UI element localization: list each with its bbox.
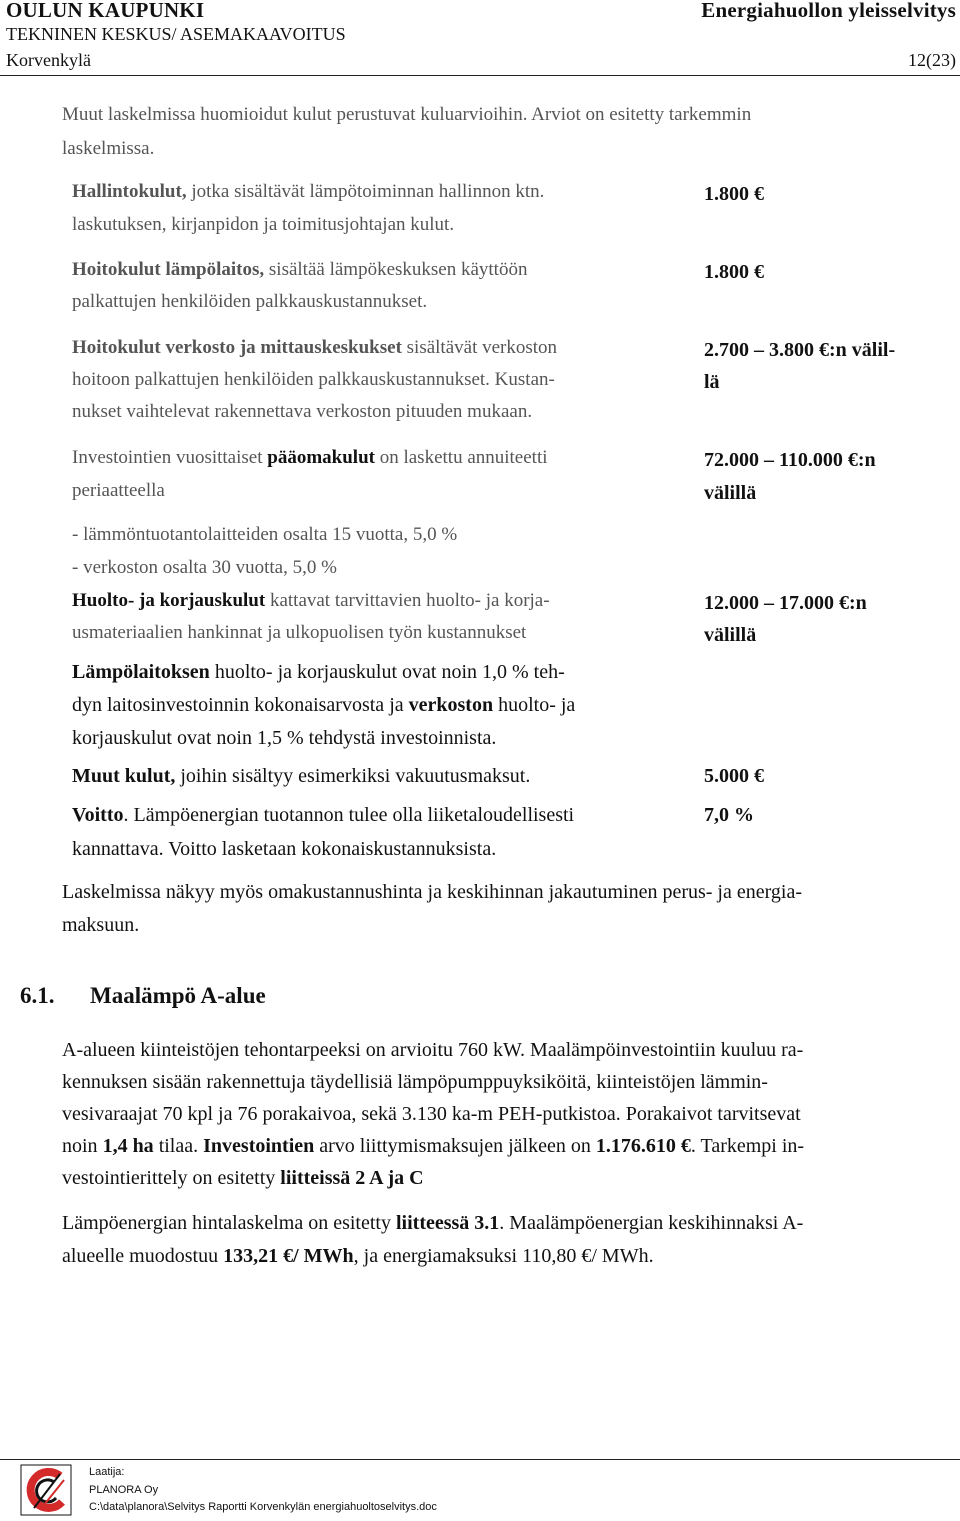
- footer-path: C:\data\planora\Selvitys Raportti Korvenkylän energiahuoltoselvitys.doc: [89, 1501, 437, 1513]
- hoitokulut-verkosto-amount-cont: lä: [704, 371, 720, 393]
- para1-text-4c: tilaa.: [153, 1135, 204, 1157]
- section-number: 6.1.: [20, 983, 55, 1008]
- hallintokulut-title: Hallintokulut,: [72, 181, 187, 202]
- huoltokulut-amount: 12.000 – 17.000 €:n: [704, 592, 867, 614]
- para2-line-1: [62, 1212, 803, 1234]
- intro-line-2: laskelmissa.: [62, 138, 155, 159]
- location: Korvenkylä: [6, 50, 91, 70]
- hoitokulut-verkosto-line-1: [72, 337, 557, 359]
- hallintokulut-line-2: laskutuksen, kirjanpidon ja toimitusjohtajan kulut.: [72, 214, 455, 235]
- para1-line-1: A-alueen kiinteistöjen tehontarpeeksi on arvioitu 760 kW. Maalämpöinvestointiin kuuluu ra-: [62, 1039, 804, 1061]
- paaomakulut-post: on laskettu annuiteetti: [374, 447, 548, 468]
- voitto-title: Voitto: [72, 804, 124, 826]
- huoltokulut-amount-cont: välillä: [704, 624, 757, 646]
- para1-line-3: vesivaraajat 70 kpl ja 76 porakaivoa, sekä 3.130 ka-m PEH-putkistoa. Porakaivot tarvitsevat: [62, 1103, 801, 1125]
- huoltokulut-line-1: [72, 590, 550, 612]
- avg-price-bold: 133,21 €/ MWh: [223, 1245, 354, 1267]
- para1-text-5a: vestointierittely on esitetty: [62, 1167, 281, 1189]
- para2-text-1c: . Maalämpöenergian keskihinnaksi A-: [499, 1212, 804, 1234]
- voitto-line-2: kannattava. Voitto lasketaan kokonaiskustannuksista.: [72, 838, 497, 860]
- voitto-amount: 7,0 %: [704, 804, 754, 826]
- muut-kulut-title: Muut kulut,: [72, 765, 176, 787]
- hoitokulut-verkosto-amount: 2.700 – 3.800 €:n välil-: [704, 339, 896, 361]
- paaomakulut-amount-cont: välillä: [704, 482, 757, 504]
- hoitokulut-lampolaitos-title: Hoitokulut lämpölaitos,: [72, 259, 265, 280]
- investointien-bold: Investointien: [203, 1135, 315, 1157]
- para1-text-4e: arvo liittymismaksujen jälkeen on: [314, 1135, 596, 1157]
- paaomakulut-item-1: - lämmöntuotantolaitteiden osalta 15 vuotta, 5,0 %: [72, 524, 458, 545]
- muut-kulut-line: [72, 765, 530, 787]
- hoitokulut-verkosto-title: Hoitokulut verkosto ja mittauskeskukset: [72, 337, 402, 358]
- verkoston-bold: verkoston: [408, 694, 494, 716]
- huoltokulut-title: Huolto- ja korjauskulut: [72, 590, 266, 611]
- para1-text-4g: . Tarkempi in-: [690, 1135, 805, 1157]
- muut-kulut-amount: 5.000 €: [704, 765, 764, 787]
- hallintokulut-text: jotka sisältävät lämpötoiminnan hallinnon ktn.: [186, 181, 545, 202]
- lampolaitoksen-text-2a: dyn laitosinvestoinnin kokonaisarvosta ja: [72, 694, 409, 716]
- voitto-text: . Lämpöenergian tuotannon tulee olla liiketaloudellisesti: [123, 804, 575, 826]
- lampolaitoksen-line-1: [72, 661, 565, 683]
- footer-rule: [0, 1459, 960, 1460]
- hallintokulut-amount: 1.800 €: [704, 183, 764, 205]
- para2-text-2a: alueelle muodostuu: [62, 1245, 224, 1267]
- intro-line-1: Muut laskelmissa huomioidut kulut perustuvat kuluarvioihin. Arviot on esitetty tarkemmin: [62, 104, 752, 125]
- lampolaitoksen-text-2c: huolto- ja: [493, 694, 576, 716]
- summary-line-2: maksuun.: [62, 914, 140, 936]
- lampolaitoksen-text: huolto- ja korjauskulut ovat noin 1,0 % teh-: [209, 661, 565, 683]
- area-bold: 1,4 ha: [102, 1135, 154, 1157]
- hallintokulut-line-1: [72, 181, 544, 203]
- para1-line-4: [62, 1135, 804, 1157]
- paaomakulut-line-1: [72, 447, 548, 469]
- paaomakulut-title: pääomakulut: [267, 447, 375, 468]
- summary-line-1: Laskelmissa näkyy myös omakustannushinta ja keskihinnan jakautuminen perus- ja energia-: [62, 881, 803, 903]
- lampolaitoksen-line-2: [72, 694, 575, 716]
- lampolaitoksen-title: Lämpölaitoksen: [72, 661, 210, 683]
- paaomakulut-item-2: - verkoston osalta 30 vuotta, 5,0 %: [72, 557, 337, 578]
- footer-company: PLANORA Oy: [89, 1484, 159, 1496]
- footer-label: Laatija:: [89, 1466, 125, 1478]
- liitteessa-bold: liitteessä 3.1: [395, 1212, 500, 1234]
- investment-amount-bold: 1.176.610 €: [595, 1135, 691, 1157]
- hoitokulut-lampolaitos-line-1: [72, 259, 527, 281]
- hoitokulut-verkosto-text: sisältävät verkoston: [401, 337, 558, 358]
- org-name: OULUN KAUPUNKI: [6, 0, 205, 22]
- para2-text-2c: , ja energiamaksuksi 110,80 €/ MWh.: [353, 1245, 654, 1267]
- department: TEKNINEN KESKUS/ ASEMAKAAVOITUS: [6, 24, 346, 44]
- hoitokulut-lampolaitos-line-2: palkattujen henkilöiden palkkauskustannukset.: [72, 291, 428, 312]
- paaomakulut-amount: 72.000 – 110.000 €:n: [704, 449, 876, 471]
- para1-line-5: [62, 1167, 424, 1189]
- section-title: Maalämpö A-alue: [90, 983, 266, 1008]
- hoitokulut-lampolaitos-amount: 1.800 €: [704, 261, 764, 283]
- huoltokulut-line-2: usmateriaalien hankinnat ja ulkopuolisen työn kustannukset: [72, 622, 527, 643]
- para1-line-2: kennuksen sisään rakennettuja täydellisiä lämpöpumppuyksiköitä, kiinteistöjen lämmin-: [62, 1071, 768, 1093]
- voitto-line-1: [72, 804, 574, 826]
- hoitokulut-verkosto-line-3: nukset vaihtelevat rakennettava verkoston pituuden mukaan.: [72, 401, 533, 422]
- para2-text-1a: Lämpöenergian hintalaskelma on esitetty: [62, 1212, 396, 1234]
- muut-kulut-text: joihin sisältyy esimerkiksi vakuutusmaksut.: [175, 765, 531, 787]
- para1-text-4a: noin: [62, 1135, 103, 1157]
- liitteissa-bold: liitteissä 2 A ja C: [280, 1167, 424, 1189]
- paaomakulut-line-2: periaatteella: [72, 480, 165, 501]
- page-number: 12(23): [908, 50, 956, 70]
- para2-line-2: [62, 1245, 654, 1267]
- header-rule: [0, 75, 960, 76]
- document-title: Energiahuollon yleisselvitys: [701, 0, 956, 22]
- planora-logo-icon: [20, 1464, 72, 1516]
- hoitokulut-lampolaitos-text: sisältää lämpökeskuksen käyttöön: [264, 259, 528, 280]
- paaomakulut-pre: Investointien vuosittaiset: [72, 447, 268, 468]
- lampolaitoksen-line-3: korjauskulut ovat noin 1,5 % tehdystä investoinnista.: [72, 727, 497, 749]
- huoltokulut-text: kattavat tarvittavien huolto- ja korja-: [265, 590, 550, 611]
- hoitokulut-verkosto-line-2: hoitoon palkattujen henkilöiden palkkauskustannukset. Kustan-: [72, 369, 555, 390]
